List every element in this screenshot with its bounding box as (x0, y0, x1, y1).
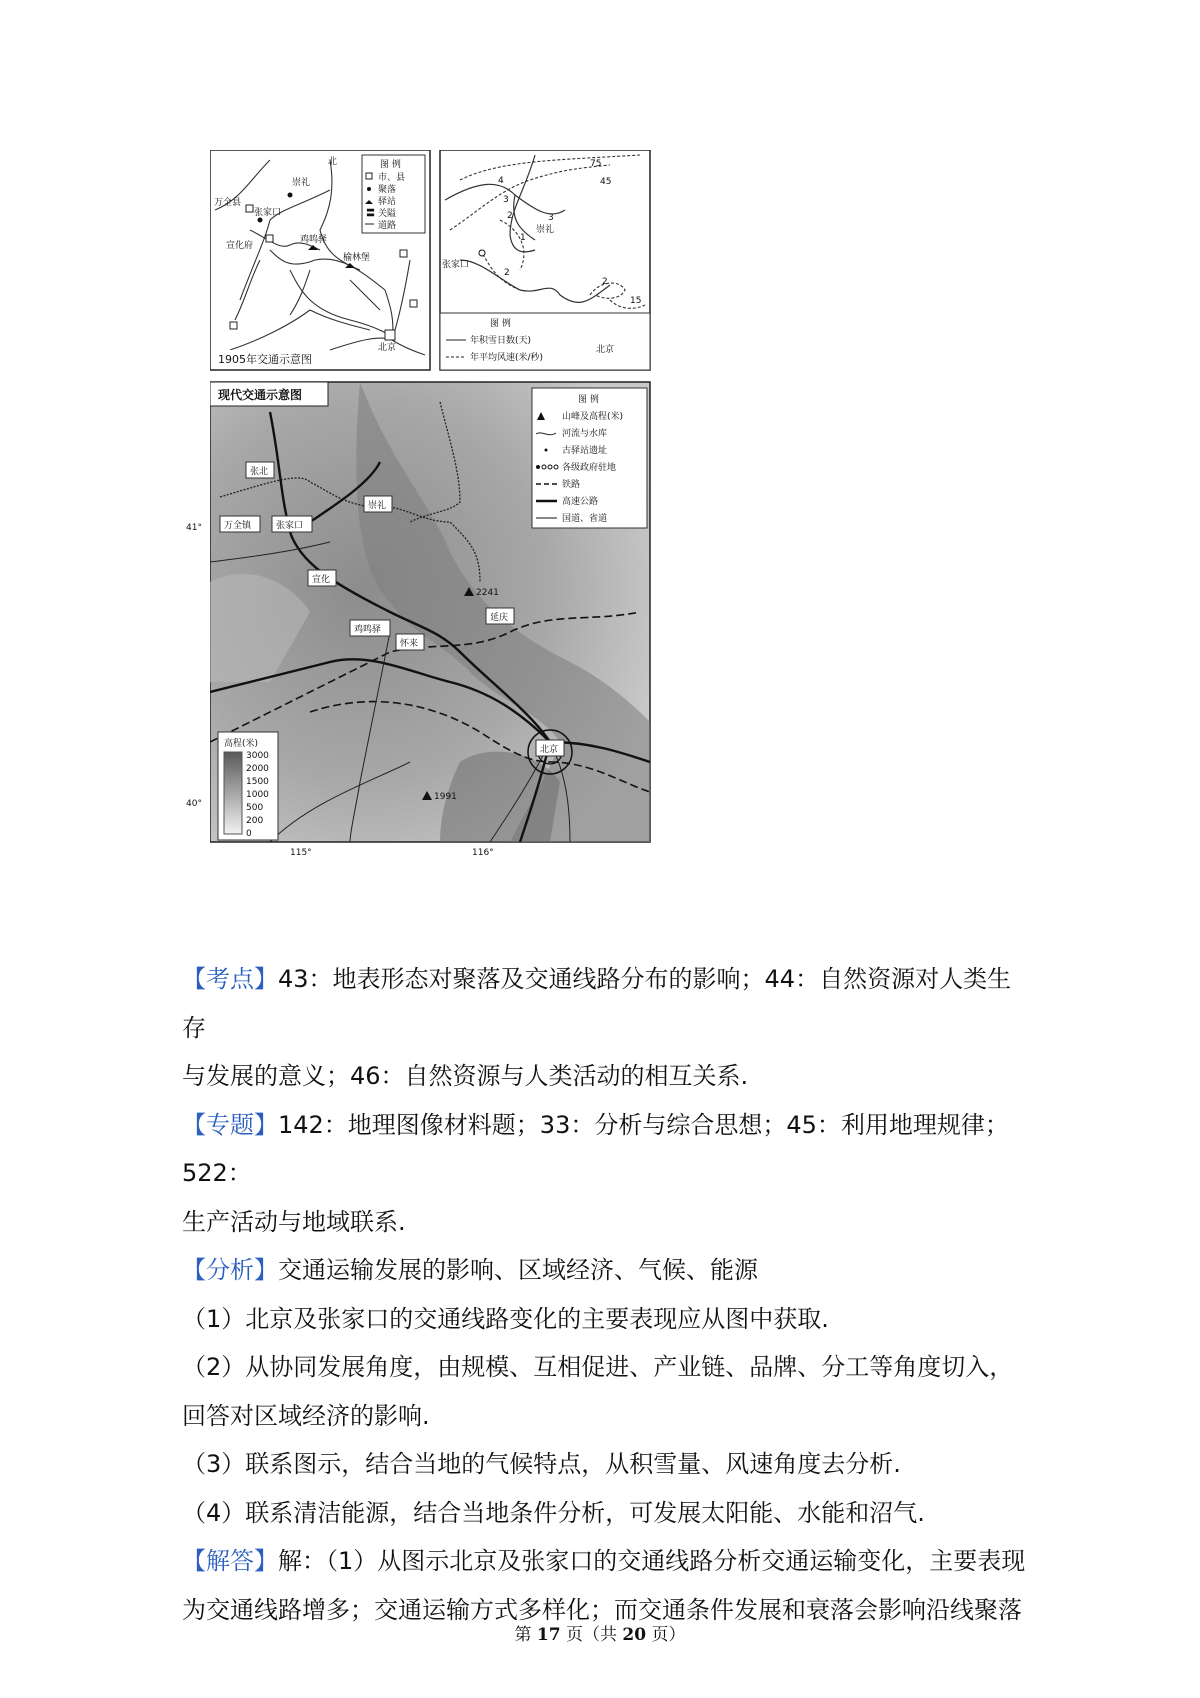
lon-115: 115° (290, 848, 312, 858)
fenxi-text: 交通运输发展的影响、区域经济、气候、能源 (278, 1256, 758, 1284)
footer-suffix: 页） (651, 1625, 686, 1645)
modern-peak-1: 2241 (476, 588, 499, 598)
elev-1500: 1500 (246, 777, 269, 787)
elev-3000: 3000 (246, 751, 269, 761)
climate-value-5: 2 (602, 277, 608, 287)
map1905-legend-title: 图 例 (380, 160, 401, 170)
fenxi-point-2b: 回答对区域经济的影响. (182, 1401, 430, 1430)
modern-legend-peak: 山峰及高程(米) (562, 412, 624, 422)
elev-200: 200 (246, 816, 264, 826)
fenxi-point-2a: （2）从协同发展角度，由规模、互相促进、产业链、品牌、分工等角度切入， (182, 1353, 1014, 1381)
jieda-tag: 【解答】 (182, 1547, 278, 1575)
modern-peak-2: 1991 (434, 792, 457, 802)
climate-legend-title: 图 例 (490, 319, 511, 329)
map1905-label-yulinpu: 榆林堡 (343, 253, 371, 263)
map1905-label-jimingyi: 鸡鸣驿 (300, 235, 328, 245)
answer-text (182, 955, 1032, 1634)
jieda-line-1 (182, 1537, 1032, 1586)
climate-label-chongli: 崇礼 (536, 225, 555, 235)
kaodian-line-1 (182, 955, 1032, 1052)
map1905-legend (362, 155, 425, 233)
zhuanti-line-1 (182, 1101, 1032, 1198)
modern-label-beijing: 北京 (540, 745, 559, 755)
fenxi-tag: 【分析】 (182, 1256, 278, 1284)
modern-label-wanquan: 万全镇 (224, 521, 252, 531)
fenxi-point-4: （4）联系清洁能源，结合当地条件分析，可发展太阳能、水能和沼气. (182, 1498, 925, 1527)
climate-legend-wind: 年平均风速(米/秒) (470, 353, 544, 363)
footer-mid: 页（共 (566, 1625, 617, 1645)
modern-legend (532, 388, 647, 528)
map1905-caption: 1905年交通示意图 (218, 353, 312, 366)
map-1905 (210, 150, 430, 370)
map1905-label-beijing: 北京 (378, 343, 397, 353)
climate-value-2: 2 (507, 211, 513, 221)
modern-label-zhangbei: 张北 (250, 467, 269, 477)
climate-legend-beijing: 北京 (596, 345, 615, 355)
lat-41: 41° (186, 523, 202, 533)
map1905-legend-city: 市、县 (378, 173, 406, 183)
jieda-text-1: 解：（1）从图示北京及张家口的交通线路分析交通运输变化，主要表现 (278, 1547, 1026, 1575)
modern-label-xuanhua: 宣化 (312, 575, 331, 585)
map-figure (210, 150, 690, 910)
modern-legend-river: 河流与水库 (562, 429, 608, 439)
modern-legend-highway: 高速公路 (562, 497, 599, 507)
fenxi-point-1: （1）北京及张家口的交通线路变化的主要表现应从图中获取. (182, 1304, 829, 1333)
modern-label-huailai: 怀来 (400, 639, 419, 649)
map1905-label-zhangjiakou: 张家口 (254, 208, 282, 218)
map1905-label-xuanhua: 宣化府 (226, 241, 254, 251)
climate-legend-snow: 年积雪日数(天) (470, 336, 532, 346)
lat-40: 40° (186, 799, 202, 809)
map-climate (440, 150, 650, 370)
climate-value-4: 2 (504, 268, 510, 278)
map1905-label-chongli: 崇礼 (292, 178, 311, 188)
zhuanti-line-2: 生产活动与地域联系. (182, 1207, 406, 1236)
modern-legend-rail: 铁路 (562, 480, 581, 490)
kaodian-line-2: 与发展的意义；46：自然资源与人类活动的相互关系. (182, 1062, 749, 1090)
elevation-legend-title: 高程(米) (224, 739, 259, 749)
kaodian-text-1: 43：地表形态对聚落及交通线路分布的影响；44：自然资源对人类生存 (182, 965, 1012, 1042)
climate-value-3: 1 (520, 233, 526, 243)
map1905-label-wanquan: 万全县 (214, 198, 242, 208)
kaodian-tag: 【考点】 (182, 965, 278, 993)
fenxi-point-3: （3）联系图示，结合当地的气候特点，从积雪量、风速角度去分析. (182, 1450, 901, 1478)
map1905-north-marker: 北 (328, 157, 338, 167)
map-modern (210, 382, 650, 842)
modern-map-title: 现代交通示意图 (218, 388, 303, 402)
modern-legend-title: 图 例 (578, 395, 599, 405)
climate-value-8: 3 (548, 213, 554, 223)
elev-0: 0 (246, 829, 252, 839)
elev-2000: 2000 (246, 764, 269, 774)
map1905-legend-post: 驿站 (378, 197, 397, 207)
climate-value-0: 4 (498, 176, 504, 186)
jieda-line-2: 为交通线路增多；交通运输方式多样化；而交通条件发展和衰落会影响沿线聚落 (182, 1595, 1022, 1624)
zhuanti-tag: 【专题】 (182, 1110, 278, 1139)
modern-label-zhangjiakou: 张家口 (276, 521, 304, 531)
lon-116: 116° (472, 848, 494, 858)
climate-value-7: 45 (600, 177, 612, 187)
climate-value-1: 3 (503, 195, 509, 205)
footer-page-number: 17 (536, 1625, 561, 1645)
footer-prefix: 第 (514, 1625, 532, 1645)
climate-label-zhangjiakou: 张家口 (442, 260, 470, 270)
page-footer (0, 1620, 1200, 1645)
zhuanti-text-1: 142：地理图像材料题；33：分析与综合思想；45：利用地理规律；522： (182, 1110, 1009, 1187)
map1905-legend-settlement: 聚落 (378, 185, 397, 195)
climate-legend (440, 313, 650, 370)
climate-value-9: 15 (630, 296, 642, 306)
modern-legend-road: 国道、省道 (562, 514, 608, 524)
modern-legend-relic: 古驿站遗址 (562, 446, 608, 456)
elev-1000: 1000 (246, 790, 269, 800)
svg-text:〓: 〓 (366, 209, 376, 219)
elevation-legend (218, 732, 278, 840)
elev-500: 500 (246, 803, 264, 813)
modern-label-yanqing: 延庆 (490, 613, 509, 623)
climate-value-6: 75 (590, 159, 602, 169)
footer-total-pages: 20 (622, 1625, 647, 1645)
modern-label-jimingyi: 鸡鸣驿 (354, 625, 382, 635)
fenxi-line (182, 1246, 1032, 1295)
modern-legend-gov: 各级政府驻地 (562, 463, 617, 473)
map1905-legend-road: 道路 (378, 221, 397, 231)
map1905-legend-pass: 关隘 (378, 209, 397, 219)
modern-label-chongli: 崇礼 (368, 501, 387, 511)
